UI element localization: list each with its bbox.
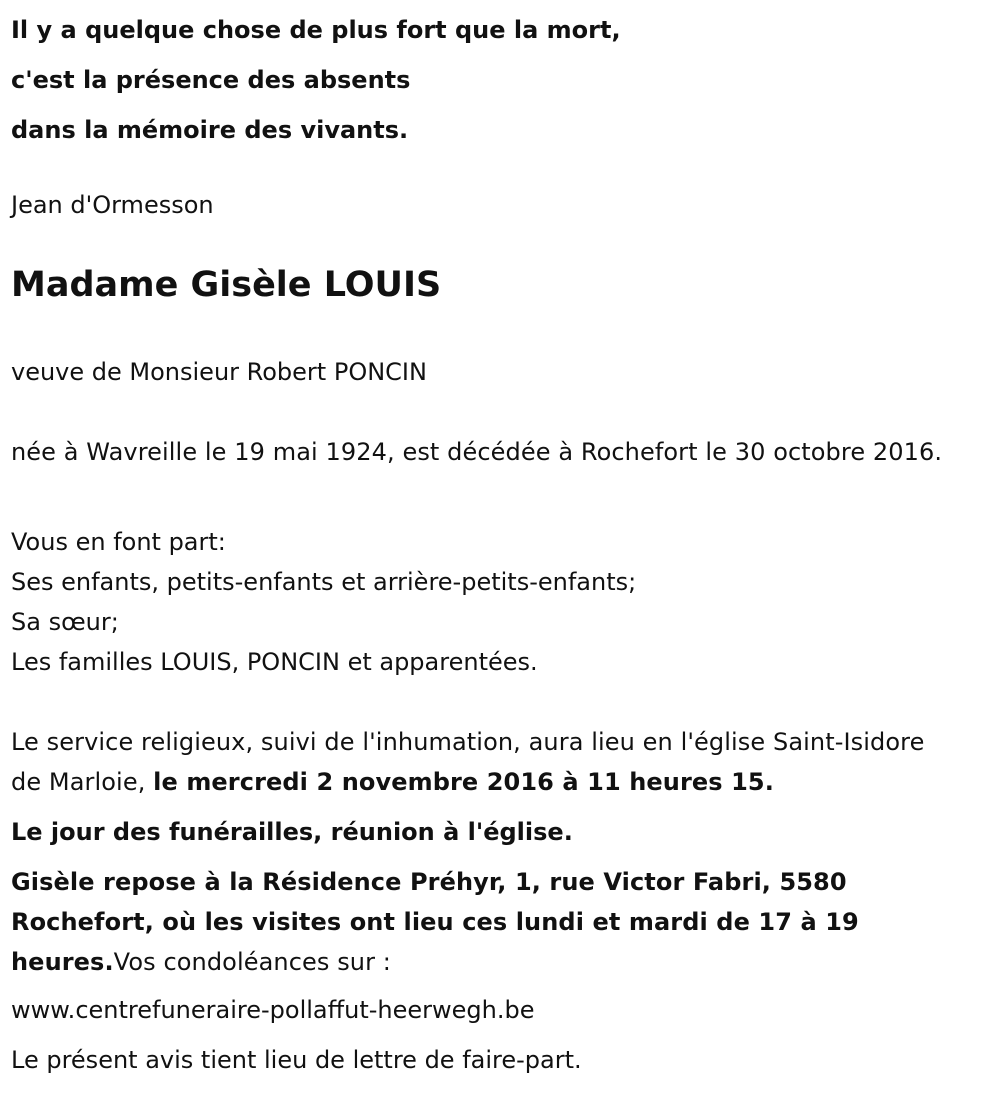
quote-block (11, 5, 621, 155)
quote-line-2: c'est la présence des absents (11, 66, 411, 94)
service-text: Le service religieux, suivi de l'inhumation, aura lieu en l'église Saint-Isidore de Marloie, (11, 728, 925, 796)
spouse-line: veuve de Monsieur Robert PONCIN (11, 358, 427, 386)
rest-paragraph (11, 862, 891, 982)
announcement-intro: Vous en font part: (11, 528, 226, 556)
birth-death-line: née à Wavreille le 19 mai 1924, est décédée à Rochefort le 30 octobre 2016. (11, 438, 943, 466)
quote-line-1: Il y a quelque chose de plus fort que la mort, (11, 16, 621, 44)
quote-author: Jean d'Ormesson (11, 191, 214, 219)
announcement-block (11, 522, 636, 682)
rest-location: Gisèle repose à la Résidence Préhyr, 1, rue Victor Fabri, 5580 Rochefort, où les visites ont lieu ces lundi et mardi de 17 à 19 heures. (11, 868, 859, 976)
quote-line-3: dans la mémoire des vivants. (11, 116, 409, 144)
condolences-website: www.centrefuneraire-pollaffut-heerwegh.be (11, 996, 535, 1024)
family-line-3: Les familles LOUIS, PONCIN et apparentées. (11, 648, 538, 676)
condolences-text: Vos condoléances sur : (113, 948, 391, 976)
notice-line: Le présent avis tient lieu de lettre de faire-part. (11, 1046, 582, 1074)
gathering-line: Le jour des funérailles, réunion à l'église. (11, 818, 573, 846)
family-line-2: Sa sœur; (11, 608, 119, 636)
family-line-1: Ses enfants, petits-enfants et arrière-petits-enfants; (11, 568, 637, 596)
service-paragraph (11, 722, 951, 802)
service-datetime: le mercredi 2 novembre 2016 à 11 heures 15. (153, 768, 774, 796)
deceased-name: Madame Gisèle LOUIS (11, 265, 442, 305)
